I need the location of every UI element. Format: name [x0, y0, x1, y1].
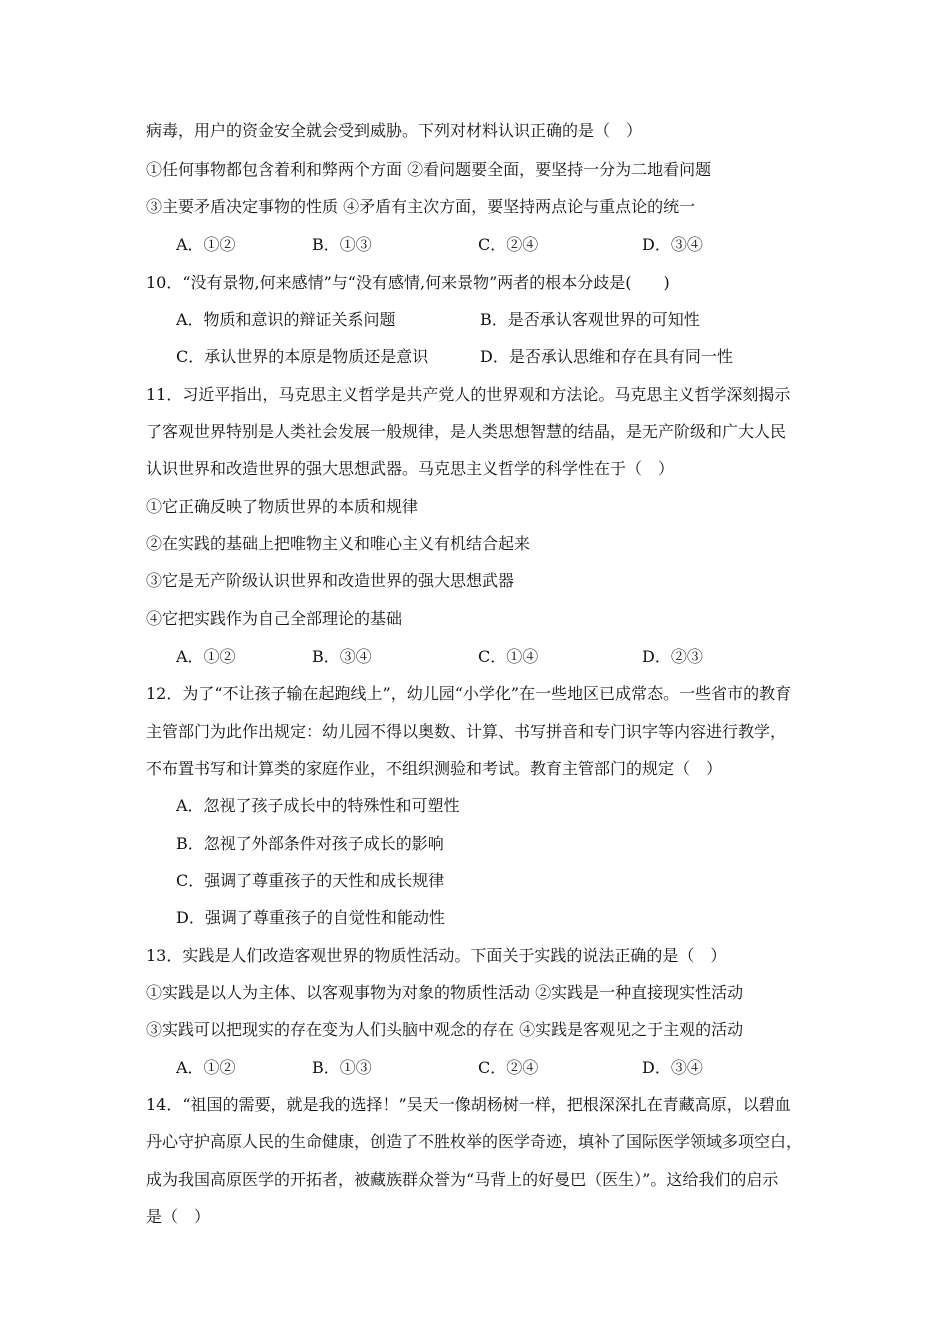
q9-option-b: B．①③ [312, 235, 372, 254]
q14-stem-line-4: 是（ ） [146, 1207, 211, 1226]
q13-option-d: D．③④ [642, 1058, 703, 1077]
q11-option-d: D．②③ [642, 647, 703, 666]
q13-option-c: C．②④ [478, 1058, 539, 1077]
q11-option-b: B．③④ [312, 647, 372, 666]
q11-item-1: ①它正确反映了物质世界的本质和规律 [146, 497, 419, 516]
q12-stem-line-2: 主管部门为此作出规定：幼儿园不得以奥数、计算、书写拼音和专门识字等内容进行教学， [146, 722, 787, 741]
q14-stem-line-2: 丹心守护高原人民的生命健康，创造了不胜枚举的医学奇迹，填补了国际医学领域多项空白， [146, 1132, 803, 1151]
q10-option-d: D．是否承认思维和存在具有同一性 [480, 347, 733, 366]
q11-stem-line-3: 认识世界和改造世界的强大思想武器。马克思主义哲学的科学性在于（ ） [146, 459, 675, 478]
q11-option-c: C．①④ [478, 647, 539, 666]
q11-stem-line-2: 了客观世界特别是人类社会发展一般规律，是人类思想智慧的结晶，是无产阶级和广大人民 [146, 422, 787, 441]
q9-option-a: A．①② [176, 235, 236, 254]
q10-option-b: B．是否承认客观世界的可知性 [480, 310, 700, 329]
q13-item-line-2: ③实践可以把现实的存在变为人们头脑中观念的存在 ④实践是客观见之于主观的活动 [146, 1020, 744, 1039]
q13-stem: 13．实践是人们改造客观世界的物质性活动。下面关于实践的说法正确的是（ ） [146, 946, 727, 965]
q10-option-c: C．承认世界的本原是物质还是意识 [176, 347, 429, 366]
q12-stem-line-3: 不布置书写和计算类的家庭作业，不组织测验和考试。教育主管部门的规定（ ） [146, 759, 723, 778]
q12-option-b: B．忽视了外部条件对孩子成长的影响 [176, 834, 444, 853]
q13-item-line-1: ①实践是以人为主体、以客观事物为对象的物质性活动 ②实践是一种直接现实性活动 [146, 983, 744, 1002]
q10-stem: 10．“没有景物,何来感情”与“没有感情,何来景物”两者的根本分歧是( ) [146, 273, 670, 292]
q9-item-line-1: ①任何事物都包含着利和弊两个方面 ②看问题要全面，要坚持一分为二地看问题 [146, 160, 712, 179]
q14-stem-line-3: 成为我国高原医学的开拓者，被藏族群众誉为“马背上的好曼巴（医生）”。这给我们的启示 [146, 1170, 779, 1189]
q12-option-d: D．强调了尊重孩子的自觉性和能动性 [176, 908, 445, 927]
q10-option-a: A．物质和意识的辩证关系问题 [176, 310, 396, 329]
q12-option-a: A．忽视了孩子成长中的特殊性和可塑性 [176, 796, 460, 815]
q12-stem-line-1: 12．为了“不让孩子输在起跑线上”，幼儿园“小学化”在一些地区已成常态。一些省市的教育 [146, 684, 792, 703]
q13-option-b: B．①③ [312, 1058, 372, 1077]
q13-option-a: A．①② [176, 1058, 236, 1077]
q11-item-4: ④它把实践作为自己全部理论的基础 [146, 609, 403, 628]
q11-option-a: A．①② [176, 647, 236, 666]
q9-option-d: D．③④ [642, 235, 703, 254]
q14-stem-line-1: 14．“祖国的需要，就是我的选择！”吴天一像胡杨树一样，把根深深扎在青藏高原，以碧血 [146, 1095, 791, 1114]
q11-item-2: ②在实践的基础上把唯物主义和唯心主义有机结合起来 [146, 534, 531, 553]
q9-stem-tail: 病毒，用户的资金安全就会受到威胁。下列对材料认识正确的是（ ） [146, 121, 643, 140]
q12-option-c: C．强调了尊重孩子的天性和成长规律 [176, 871, 445, 890]
q11-item-3: ③它是无产阶级认识世界和改造世界的强大思想武器 [146, 571, 515, 590]
q11-stem-line-1: 11．习近平指出，马克思主义哲学是共产党人的世界观和方法论。马克思主义哲学深刻揭示 [146, 385, 791, 404]
q9-option-c: C．②④ [478, 235, 539, 254]
q9-item-line-2: ③主要矛盾决定事物的性质 ④矛盾有主次方面，要坚持两点论与重点论的统一 [146, 197, 696, 216]
